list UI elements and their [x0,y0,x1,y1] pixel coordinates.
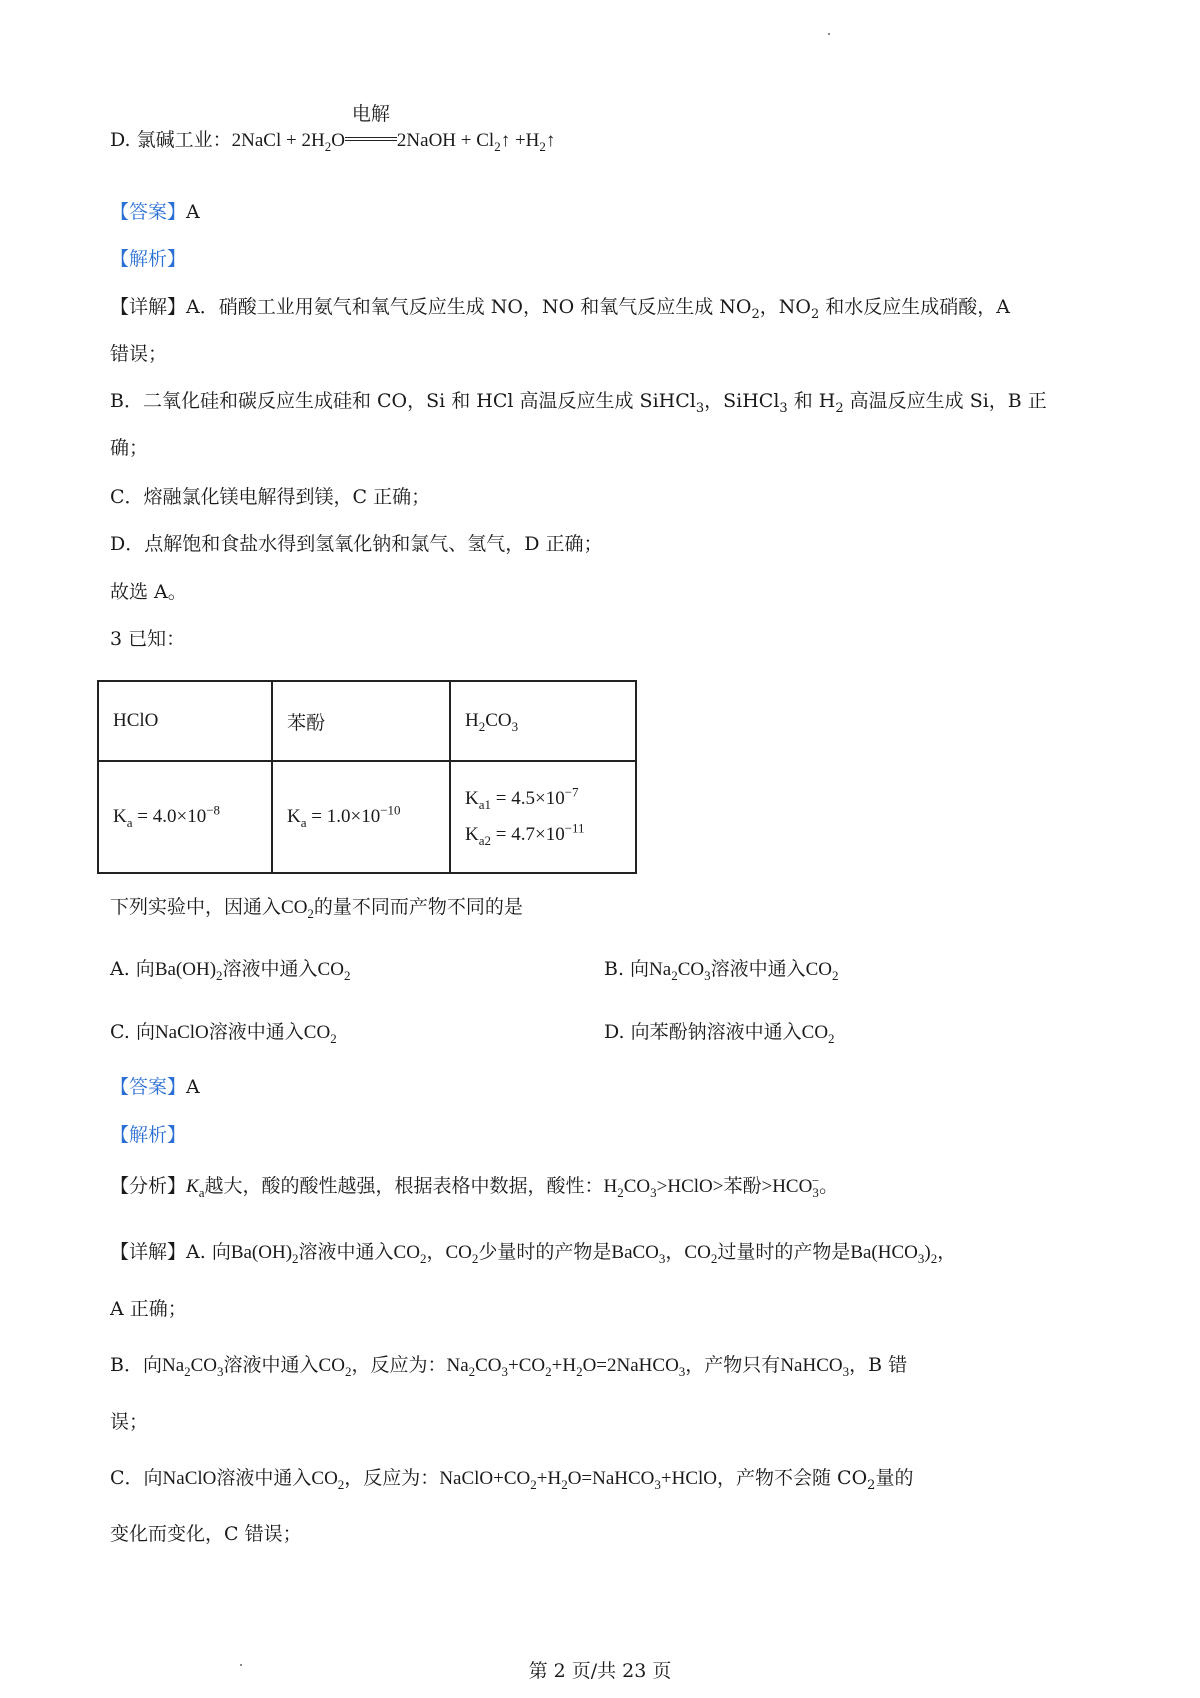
paragraph-line [110,1464,913,1493]
subscript: 2 [671,967,678,983]
subscript: 3 [779,400,788,416]
table-cell [272,681,450,761]
paragraph-text: A 正确； [110,1298,187,1320]
detail-tag: 【详解】 [110,1241,187,1263]
formula: BaCO [611,1242,659,1263]
cell-text: K [465,824,479,845]
option-text: D. 向苯酚钠溶液中通入 [604,1021,802,1043]
paragraph-text: 和 H [787,390,836,412]
subscript: 3 [650,1184,657,1200]
paragraph-line [110,1351,907,1380]
superscript: − [811,1172,820,1188]
subscript: 3 [511,718,519,734]
subscript: 2 [330,1030,337,1046]
paragraph-line [110,340,167,368]
formula: CO [311,1468,338,1489]
paragraph-text: 溶液中通入 [216,1467,312,1489]
paragraph-text: ，SiHCl [704,390,780,412]
paragraph-text: 变化而变化，C 错误； [110,1523,302,1545]
paragraph-text: ，产物只有 [685,1354,781,1376]
equation-text: 2NaCl + 2H [231,130,325,151]
subscript: 2 [344,1363,352,1379]
subscript: 2 [710,1250,718,1266]
option-b [604,955,839,984]
paragraph-text: ， [665,1241,685,1263]
subscript: a [300,814,307,830]
formula: CO [317,959,344,980]
subscript: a [126,814,133,830]
formula: >HCO [761,1176,813,1197]
subscript: 2 [835,400,844,416]
question-text: 的量不同而产物不同的是 [313,896,523,918]
subscript: 2 [867,1477,876,1493]
option-text: 溶液中通入 [710,958,806,980]
subscript: 3 [842,1363,850,1379]
answer-value: A [186,201,200,223]
ka-table [97,680,637,874]
detail-line [110,293,1010,321]
cell-text: K [465,788,479,809]
formula: K [186,1176,199,1197]
option-d [604,1018,835,1047]
formula: CO [801,1022,829,1043]
paragraph-text: 越大，酸的酸性越强，根据表格中数据，酸性： [204,1175,604,1197]
option-text: A. 向 [110,958,155,980]
cell-text: = 4.7×10 [491,824,565,845]
option-text: 溶液中通入 [222,958,318,980]
subscript: 2 [471,1250,479,1266]
paragraph-text: B．二氧化硅和碳反应生成硅和 CO，Si 和 HCl 高温反应生成 SiHCl [110,390,696,412]
formula: CO [623,1176,651,1197]
reaction-condition: 电解 [351,103,390,125]
analysis-tag: 【解析】 [110,248,187,270]
subscript: 3 [812,1184,819,1200]
paragraph-line [110,387,1047,415]
formula: CO [393,1242,420,1263]
paragraph-text: 错误； [110,343,168,365]
subscript: 2 [292,1250,299,1266]
table-cell [98,761,272,873]
cell-text: CO [485,710,512,731]
cell-text: H [465,710,479,731]
formula: Ba(OH) [230,1242,293,1263]
subscript: 2 [184,1363,191,1379]
formula: +HClO [660,1468,718,1489]
cell-text: HClO [113,710,159,731]
table-cell [98,681,272,761]
cell-text: = 1.0×10 [306,806,381,827]
subscript: 3 [501,1363,509,1379]
detail-tag: 【详解】 [110,296,187,318]
paragraph-text: 故选 A。 [110,581,187,603]
paragraph-line [110,434,148,462]
page-mark [828,33,830,35]
paragraph-text: 和水反应生成硝酸，A [819,296,1010,318]
table-cell [450,761,636,873]
subscript: 3 [658,1250,666,1266]
subscript: 2 [343,967,351,983]
formula: Na [649,959,672,980]
formula: CO [281,897,308,918]
equals-bar [345,137,397,141]
analysis-tag: 【解析】 [110,1124,187,1146]
subscript: 2 [545,1363,552,1379]
cell-text: K [287,806,301,827]
equation-line-d [110,103,556,155]
equation-text: ↑ [545,130,556,151]
question-stem [110,893,523,922]
paragraph-text: C．向 [110,1467,163,1489]
answer-tag: 【答案】 [110,201,187,223]
equation-text: O [331,130,345,151]
superscript: −10 [380,802,401,818]
paragraph-text: ， [426,1241,446,1263]
paragraph-text: ，反应为： [344,1467,440,1489]
subscript: 2 [751,306,760,322]
subscript: 3 [917,1250,925,1266]
table-row [98,761,636,873]
paragraph-text: ，NO [759,296,811,318]
formula: Na [446,1355,469,1376]
paragraph-text: 高温反应生成 Si，B 正 [843,390,1047,412]
subscript: a1 [478,796,492,812]
formula: CO [677,959,705,980]
paragraph-text: ， [937,1241,957,1263]
table-row [98,681,636,761]
paragraph-text: C．熔融氯化镁电解得到镁，C 正确； [110,486,431,508]
cell-text: = 4.0×10 [132,806,207,827]
question-text: 3 已知： [110,628,186,650]
formula: CO [190,1355,218,1376]
option-text: 溶液中通入 [208,1021,304,1043]
question-number [110,625,185,653]
cell-text: K [113,806,127,827]
paragraph-text: 溶液中通入 [298,1241,394,1263]
option-label: D. 氯碱工业： [110,129,232,151]
detail-line [110,1238,956,1267]
paragraph-text: 误； [110,1411,149,1433]
ka2-line [465,817,621,853]
page-footer: 第 2 页/共 23 页 [528,1660,672,1682]
paragraph-text: ，反应为： [351,1354,447,1376]
paragraph-line [110,578,187,606]
paragraph-text: 。 [819,1175,839,1197]
formula: NaClO+CO [439,1468,531,1489]
paragraph-text: 量的 [875,1467,914,1489]
analysis-line [110,1121,186,1149]
subscript: 2 [828,1030,835,1046]
subscript: 2 [468,1363,476,1379]
reasoning-tag: 【分析】 [110,1175,187,1197]
paragraph-text: 苯酚 [723,1175,762,1197]
formula: Ba(OH) [154,959,217,980]
subscript: 2 [561,1476,568,1492]
option-a [110,955,350,984]
equation-text: ↑ +H [500,130,540,151]
paragraph-text: 溶液中通入 [223,1354,319,1376]
subscript: 3 [704,967,711,983]
formula: H [603,1176,618,1197]
subscript: 2 [539,138,546,154]
paragraph-text: A. 向 [186,1241,231,1263]
subscript: a2 [478,832,492,848]
subscript: 2 [337,1476,345,1492]
formula: NaHCO [780,1355,843,1376]
subscript: 2 [216,967,223,983]
paragraph-text: A．硝酸工业用氨气和氧气反应生成 NO，NO 和氧气反应生成 NO [186,296,752,318]
paragraph-line [110,530,603,558]
subscript: 2 [576,1363,583,1379]
formula: CO [684,1242,711,1263]
question-text: 下列实验中，因通入 [110,896,282,918]
paragraph-line [110,1295,187,1323]
subscript: 2 [478,718,486,734]
subscript: 2 [419,1250,427,1266]
answer-line [110,1073,200,1101]
paragraph-line [110,483,430,511]
subscript: 3 [678,1363,686,1379]
cell-text: 苯酚 [287,711,326,734]
formula: CO [475,1355,502,1376]
subscript: 3 [217,1363,224,1379]
formula: CO [303,1022,331,1043]
formula: CO [318,1355,345,1376]
subscript: 2 [494,138,501,154]
cell-text: = 4.5×10 [491,788,565,809]
equation-text: 2NaOH + Cl [396,130,495,151]
paragraph-text: B．向 [110,1354,162,1376]
formula: +H [551,1355,577,1376]
subscript: 2 [832,967,839,983]
formula: CO [445,1242,472,1263]
subscript: 2 [324,138,332,154]
formula: NaClO [154,1022,209,1043]
formula: >HClO> [656,1176,724,1197]
option-text: C. 向 [110,1021,155,1043]
paragraph-text: 过量时的产物是 [717,1241,851,1263]
subscript: 3 [695,400,705,416]
subscript: a [198,1184,205,1200]
formula: NaClO [162,1468,217,1489]
paragraph-text: 少量时的产物是 [478,1241,612,1263]
subscript: 3 [654,1476,661,1492]
table-cell [450,681,636,761]
formula: O=NaHCO [567,1468,655,1489]
subscript: 2 [307,905,314,921]
paragraph-line [110,1520,302,1548]
analysis-line [110,245,186,273]
formula: +H [536,1468,562,1489]
paragraph-text: D．点解饱和食盐水得到氢氧化钠和氯气、氢气，D 正确； [110,533,603,555]
option-text: B. 向 [604,958,650,980]
formula: CO [805,959,833,980]
answer-line [110,198,200,226]
superscript: −7 [564,784,579,800]
option-c [110,1018,337,1047]
reasoning-line [110,1172,838,1201]
formula: +CO [508,1355,546,1376]
subscript: 2 [530,1476,537,1492]
paragraph-text: 确； [110,437,149,459]
paragraph-text: ，B 错 [849,1354,908,1376]
formula: Na [161,1355,185,1376]
subscript: 2 [930,1250,938,1266]
ka1-line [465,781,621,817]
paragraph-line [110,1408,148,1436]
subscript: 2 [810,306,820,322]
superscript: −11 [564,820,585,836]
table-cell [272,761,450,873]
answer-tag: 【答案】 [110,1076,187,1098]
formula: O=2NaHCO [582,1355,679,1376]
paragraph-text: ，产物不会随 CO [717,1467,868,1489]
formula: Ba(HCO [850,1242,918,1263]
subscript: 2 [617,1184,624,1200]
answer-value: A [186,1076,200,1098]
superscript: −8 [206,802,221,818]
formula: ) [924,1242,931,1263]
electrolysis-sign [345,103,397,154]
